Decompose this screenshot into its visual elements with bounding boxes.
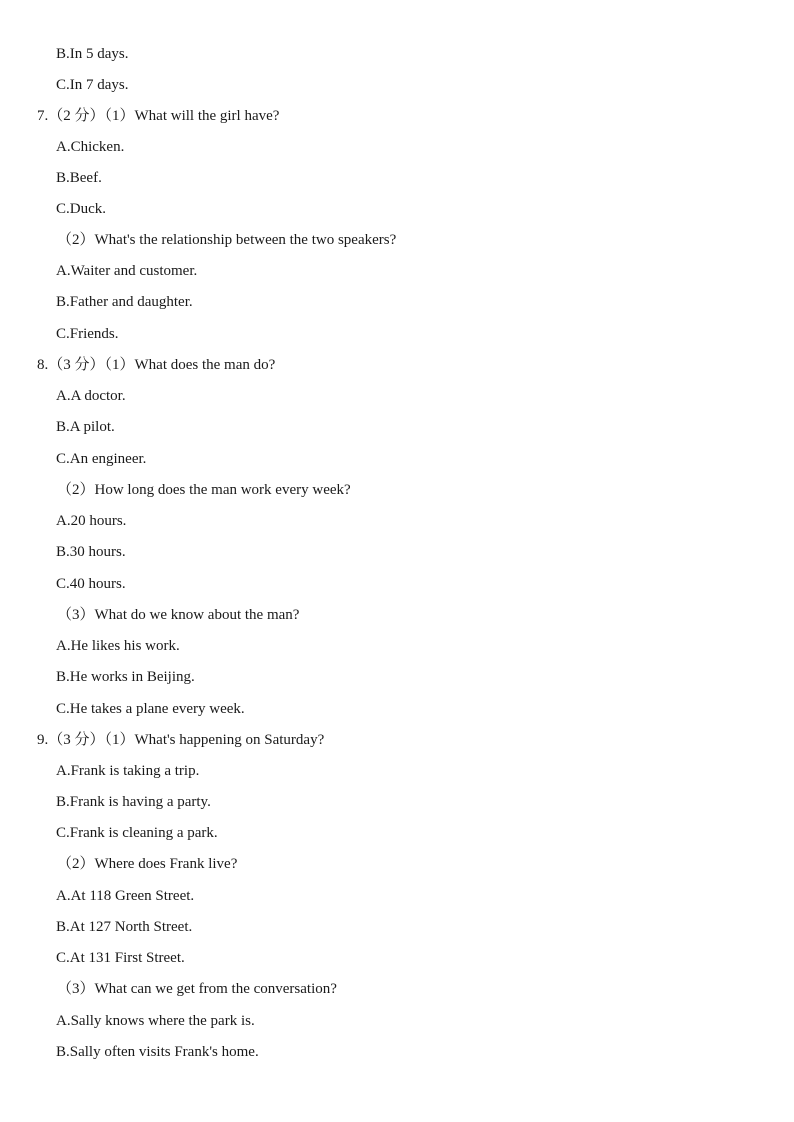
question-8-3: （3）What do we know about the man? [57,607,300,623]
question-8-2: （2）How long does the man work every week? [57,482,351,498]
option-6c: C.In 7 days. [56,77,129,93]
option-8-3b: B.He works in Beijing. [56,669,195,685]
option-9-3b: B.Sally often visits Frank's home. [56,1044,259,1060]
option-8-2c: C.40 hours. [56,576,126,592]
option-9-2c: C.At 131 First Street. [56,950,185,966]
option-9-2b: B.At 127 North Street. [56,919,193,935]
option-9-2a: A.At 118 Green Street. [56,888,195,904]
option-9-1c: C.Frank is cleaning a park. [56,825,218,841]
option-6b: B.In 5 days. [56,46,129,62]
option-8-1b: B.A pilot. [56,419,115,435]
option-7-1a: A.Chicken. [56,139,125,155]
option-7-1b: B.Beef. [56,170,102,186]
option-8-2a: A.20 hours. [56,513,127,529]
option-7-2a: A.Waiter and customer. [56,263,198,279]
option-8-3c: C.He takes a plane every week. [56,701,245,717]
question-7-2: （2）What's the relationship between the two speakers? [57,232,397,248]
question-9-2: （2）Where does Frank live? [57,856,238,872]
option-9-1b: B.Frank is having a party. [56,794,211,810]
option-8-1a: A.A doctor. [56,388,126,404]
question-7-1: 7.（2 分）（1）What will the girl have? [37,108,280,124]
option-8-3a: A.He likes his work. [56,638,180,654]
option-8-1c: C.An engineer. [56,451,147,467]
option-7-2b: B.Father and daughter. [56,294,193,310]
option-7-2c: C.Friends. [56,326,119,342]
option-8-2b: B.30 hours. [56,544,126,560]
question-8-1: 8.（3 分）（1）What does the man do? [37,357,276,373]
question-9-1: 9.（3 分）（1）What's happening on Saturday? [37,732,325,748]
option-7-1c: C.Duck. [56,201,106,217]
option-9-1a: A.Frank is taking a trip. [56,763,200,779]
question-9-3: （3）What can we get from the conversation? [57,981,337,997]
option-9-3a: A.Sally knows where the park is. [56,1013,255,1029]
